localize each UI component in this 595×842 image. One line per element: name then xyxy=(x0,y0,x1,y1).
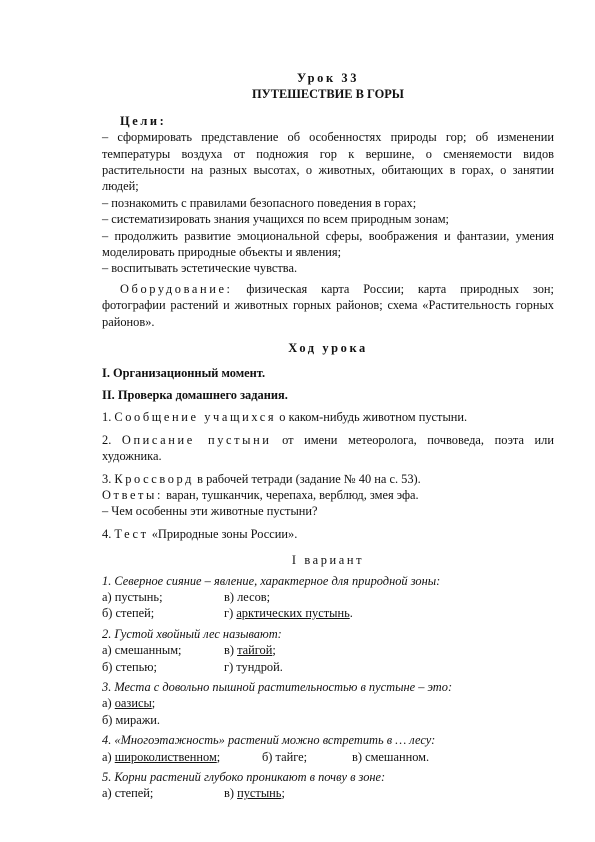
option-punct: . xyxy=(349,606,353,621)
answers-text: варан, тушканчик, черепаха, верблюд, змея эфа. xyxy=(163,487,419,502)
lesson-number: Урок 33 xyxy=(297,71,359,85)
option-punct: ; xyxy=(281,786,285,801)
goal-item: – систематизировать знания учащихся по всем природным зонам; xyxy=(102,212,449,227)
course-heading: Ход урока xyxy=(288,341,368,356)
document-page xyxy=(102,70,554,802)
teacher-question: – Чем особенны эти животные пустыни? xyxy=(102,504,318,519)
goal-item: – сформировать представление об особенностях природы гор; об изменении температуры воздуха от подножия гор к вершине, о сменяемости видов растительности на разных высотах, о животных, обитающих в горах, о занятии людей; xyxy=(102,130,554,194)
option-punct: ; xyxy=(216,749,221,764)
answer-row xyxy=(102,785,554,801)
item-text: от имени метеоролога, почвоведа, поэта или художника. xyxy=(102,432,554,464)
answer-option: б) тайге; xyxy=(262,749,308,764)
equipment-text: физическая карта России; карта природных зон; фотографии растений и животных горных районов; схема «Растительность горных районов». xyxy=(102,281,554,329)
item-number: 3. xyxy=(102,471,115,486)
answer-row xyxy=(102,605,554,621)
item-label: Описание пустыни xyxy=(121,432,272,447)
homework-item-2 xyxy=(102,432,554,465)
option-punct: ; xyxy=(272,643,276,658)
answer-option: в) лесов; xyxy=(224,589,271,604)
option-letter: а) xyxy=(102,749,115,764)
homework-item-3 xyxy=(102,471,554,487)
answer-option: б) степей; xyxy=(102,606,155,621)
equipment-paragraph xyxy=(102,281,554,330)
lesson-title: ПУТЕШЕСТВИЕ В ГОРЫ xyxy=(252,87,404,102)
test-question-5: 5. Корни растений глубоко проникают в почву в зоне: xyxy=(102,770,386,785)
item-label: Сообщение учащихся xyxy=(114,410,277,425)
answer-row xyxy=(102,749,554,765)
test-variant-heading: I вариант xyxy=(291,553,365,568)
test-question-1: 1. Северное сияние – явление, характерное для природной зоны: xyxy=(102,573,441,588)
option-letter: в) xyxy=(224,643,238,658)
homework-item-1 xyxy=(102,409,554,425)
goal-item: – продолжить развитие эмоциональной сферы, воображения и фантазии, умения моделировать природные объекты и явления; xyxy=(102,228,554,260)
answers-label: Ответы: xyxy=(102,487,164,502)
item-text: в рабочей тетради (задание № 40 на с. 53). xyxy=(194,471,421,486)
goal-item: – познакомить с правилами безопасного поведения в горах; xyxy=(102,195,417,210)
item-text: о каком-нибудь животном пустыни. xyxy=(276,410,468,425)
answer-option: а) степей; xyxy=(102,786,154,801)
section-homework-check: II. Проверка домашнего задания. xyxy=(102,387,288,402)
item-label: Тест xyxy=(114,526,149,541)
goal-item: – воспитывать эстетические чувства. xyxy=(102,261,298,276)
option-punct: ; xyxy=(151,696,156,711)
answer-option: г) тундрой. xyxy=(224,659,283,674)
answer-option xyxy=(102,695,554,711)
answer-row xyxy=(102,589,554,605)
correct-answer: арктических пустынь xyxy=(236,606,350,621)
section-organizational: I. Организационный момент. xyxy=(102,365,266,380)
answer-row xyxy=(102,659,554,675)
test-question-2: 2. Густой хвойный лес называют: xyxy=(102,626,282,641)
item-number: 4. xyxy=(102,526,115,541)
answer-option: а) смешанным; xyxy=(102,643,182,658)
correct-answer: оазисы xyxy=(114,696,152,711)
test-question-3: 3. Места с довольно пышной растительностью в пустыне – это: xyxy=(102,680,453,694)
item-number: 2. xyxy=(102,432,122,447)
answer-option: а) пустынь; xyxy=(102,589,163,604)
answer-option: в) смешанном. xyxy=(352,749,430,764)
answer-option: б) степью; xyxy=(102,659,157,674)
answer-option xyxy=(224,642,276,658)
answer-option xyxy=(224,785,285,801)
test-question-4: 4. «Многоэтажность» растений можно встретить в … лесу: xyxy=(102,733,436,748)
correct-answer: тайгой xyxy=(237,643,273,658)
answer-option xyxy=(224,605,353,621)
item-label: Кроссворд xyxy=(114,471,195,486)
option-letter: в) xyxy=(224,786,238,801)
item-number: 1. xyxy=(102,410,115,425)
goals-heading: Цели: xyxy=(120,113,167,128)
crossword-answers xyxy=(102,487,554,503)
answer-row xyxy=(102,642,554,658)
option-letter: г) xyxy=(224,606,237,621)
correct-answer: широколиственном xyxy=(114,749,217,764)
item-text: «Природные зоны России». xyxy=(148,526,298,541)
option-letter: а) xyxy=(102,696,115,711)
equipment-label: Оборудование: xyxy=(120,281,233,296)
correct-answer: пустынь xyxy=(237,786,282,801)
answer-option: б) миражи. xyxy=(102,712,160,727)
homework-item-4 xyxy=(102,526,554,542)
answer-option xyxy=(102,749,262,765)
